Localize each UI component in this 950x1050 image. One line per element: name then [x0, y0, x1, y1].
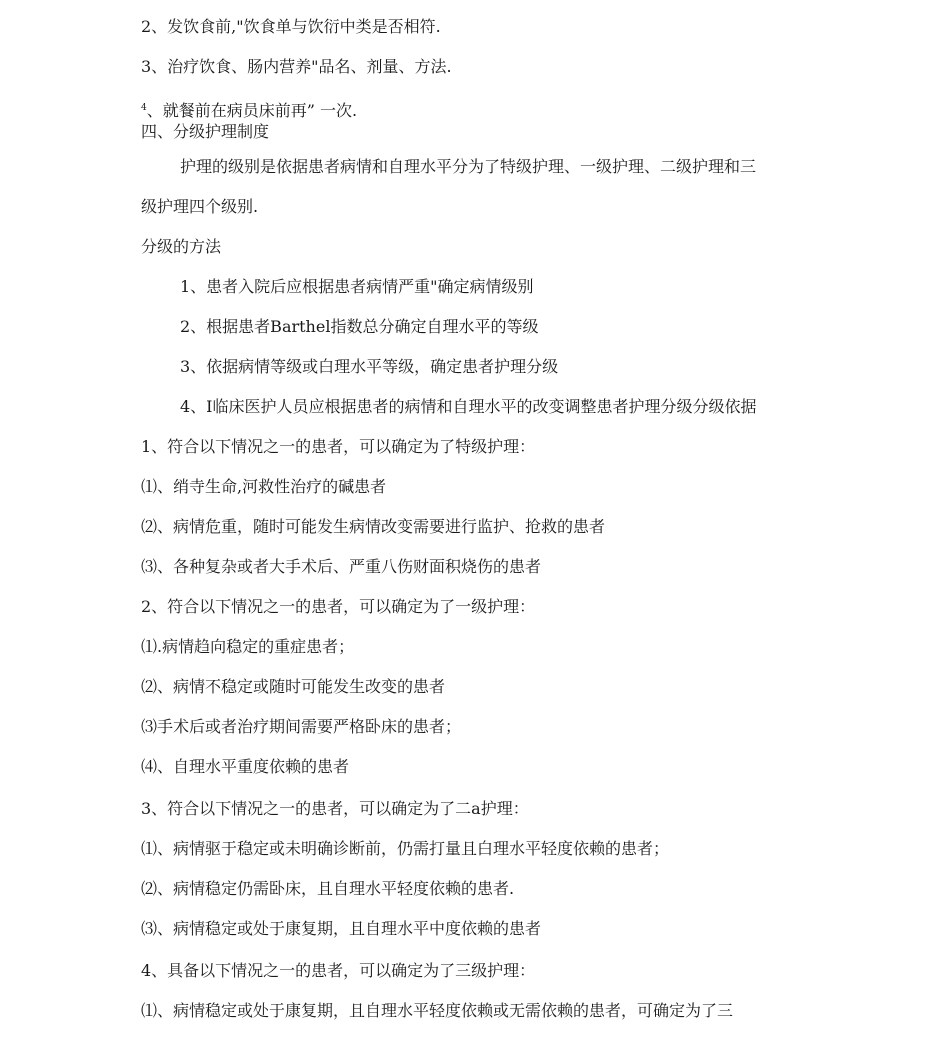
text-line-1: 2、发饮食前,"饮食单与饮衍中类是否相符. — [141, 17, 441, 36]
paragraph-line-2: 级护理四个级别. — [141, 197, 259, 216]
method-item-3: 3、依据病情等级或白理水平等级，确定患者护理分级 — [180, 357, 559, 376]
subheading-method: 分级的方法 — [141, 237, 222, 256]
criteria-item: ⑵、病情危重，随时可能发生病情改变需要进行监护、抢救的患者 — [141, 517, 606, 536]
criteria-item: ⑵、病情稳定仍需卧床，且自理水平轻度依赖的患者. — [141, 879, 515, 898]
method-item-1: 1、患者入院后应根据患者病情严重"确定病情级别 — [180, 277, 534, 296]
criteria-item: ⑶、病情稳定或处于康复期，且自理水平中度依赖的患者 — [141, 919, 542, 938]
method-item-2: 2、根据患者Barthel指数总分确定自理水平的等级 — [180, 317, 539, 336]
list-number: 4 — [141, 103, 147, 113]
criteria-heading-special: 1、符合以下情况之一的患者，可以确定为了特级护理： — [141, 437, 536, 456]
criteria-item: ⑴.病情趋向稳定的重症患者； — [141, 637, 355, 656]
text-line-2: 3、治疗饮食、肠内营养"品名、剂量、方法. — [141, 57, 452, 76]
method-item-4: 4、I临床医护人员应根据患者的病情和自理水平的改变调整患者护理分级分级依据 — [180, 397, 757, 416]
criteria-item: ⑶手术后或者治疗期间需要严格卧床的患者； — [141, 717, 462, 736]
criteria-item: ⑴、绡寺生命,河救性治疗的碱患者 — [141, 477, 387, 496]
criteria-item: ⑶、各种复杂或者大手术后、严重八伤财面积烧伤的患者 — [141, 557, 542, 576]
criteria-item: ⑴、病情稳定或处于康复期，且自理水平轻度依赖或无需依赖的患者，可确定为了三 — [141, 1001, 734, 1020]
criteria-item: ⑷、自理水平重度依赖的患者 — [141, 757, 350, 776]
line-text: 、就餐前在病员床前再” 一次. — [146, 101, 358, 120]
criteria-item: ⑴、病情驱于稳定或未明确诊断前，仍需打量且白理水平轻度依赖的患者； — [141, 839, 670, 858]
section-heading: 四、分级护理制度 — [141, 122, 270, 141]
criteria-heading-level2: 3、符合以下情况之一的患者，可以确定为了二a护理： — [141, 799, 529, 818]
text-line-3 — [141, 98, 357, 121]
paragraph-line-1: 护理的级别是依据患者病情和自理水平分为了特级护理、一级护理、二级护理和三 — [180, 157, 757, 176]
criteria-item: ⑵、病情不稳定或随时可能发生改变的患者 — [141, 677, 446, 696]
criteria-heading-level1: 2、符合以下情况之一的患者，可以确定为了一级护理： — [141, 597, 536, 616]
criteria-heading-level3: 4、具备以下情况之一的患者，可以确定为了三级护理： — [141, 961, 536, 980]
